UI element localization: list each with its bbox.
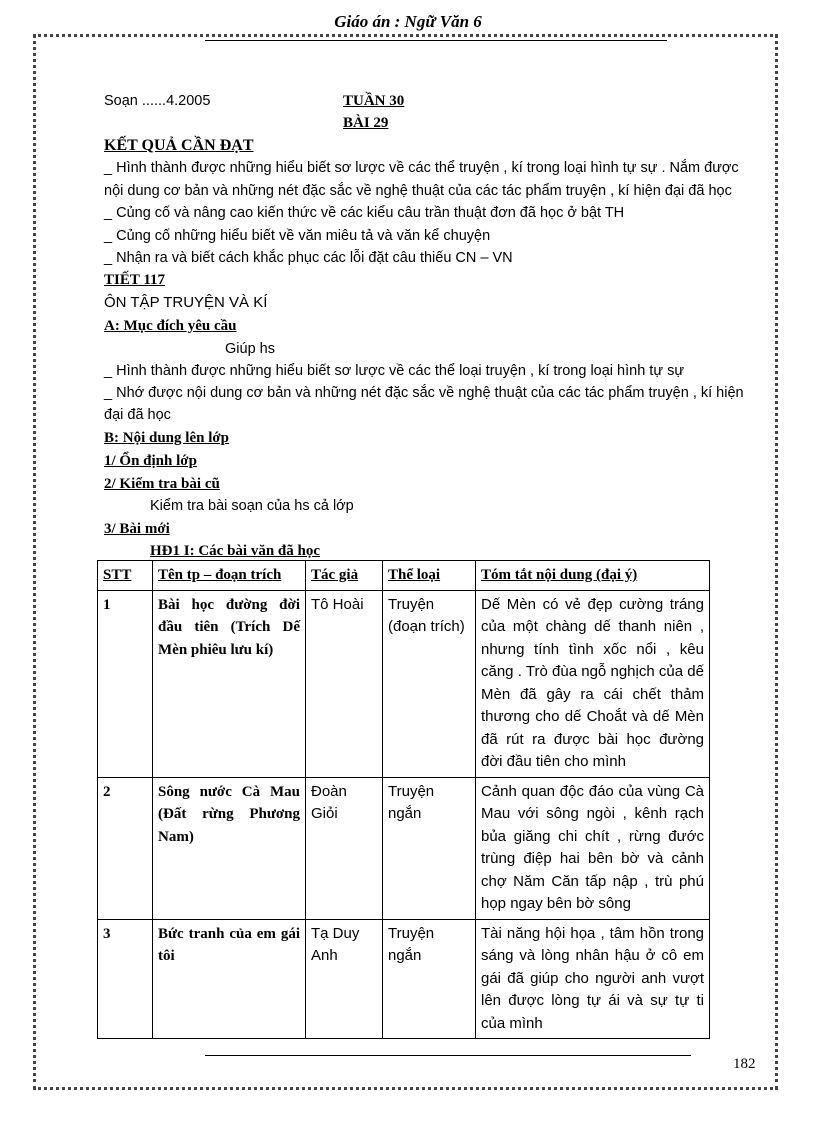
outcome-line: nội dung cơ bản và những nét đặc sắc về nghệ thuật của các tác phẩm truyện , kí hiện đại đã học [104, 183, 732, 199]
footer-rule [205, 1055, 691, 1056]
outcomes-heading: KẾT QUẢ CẦN ĐẠT [104, 137, 254, 154]
objective-line: _ Nhớ được nội dung cơ bản và những nét đặc sắc về nghệ thuật của các tác phẩm truyện , kí hiện [104, 385, 744, 401]
table-header-row [98, 561, 710, 591]
lessons-table [97, 560, 710, 1039]
cell-summary: Tài năng hội họa , tâm hồn trong sáng và lòng nhân hậu ở cô em gái đã giúp cho người anh vượt lên được lòng tự ái và sự tự ti của mình [476, 919, 710, 1039]
table-row [98, 590, 710, 777]
step-2: 2/ Kiểm tra bài cũ [104, 476, 220, 492]
objective-line: đại đã học [104, 407, 171, 423]
header-title: Giáo án : Ngữ Văn 6 [334, 12, 482, 31]
cell-stt: 3 [98, 919, 153, 1039]
page-number: 182 [733, 1056, 756, 1072]
outcome-line: _ Củng cố những hiểu biết về văn miêu tả và văn kể chuyện [104, 228, 491, 244]
period-title: ÔN TẬP TRUYỆN VÀ KÍ [104, 294, 268, 311]
step-2-text: Kiểm tra bài soạn của hs cả lớp [150, 498, 354, 514]
cell-genre: Truyện (đoạn trích) [383, 590, 476, 777]
section-b-heading: B: Nội dung lên lớp [104, 430, 230, 446]
activity-1: HĐ1 I: Các bài văn đã học [150, 543, 321, 559]
cell-author: Đoàn Giỏi [306, 777, 383, 919]
step-3: 3/ Bài mới [104, 521, 170, 537]
outcome-line: _ Nhận ra và biết cách khắc phục các lỗi đặt câu thiếu CN – VN [104, 250, 513, 266]
cell-stt: 2 [98, 777, 153, 919]
cell-genre: Truyện ngắn [383, 777, 476, 919]
col-header-work-title: Tên tp – đoạn trích [153, 561, 306, 591]
cell-summary: Cảnh quan độc đáo của vùng Cà Mau với sông ngòi , kênh rạch bủa giăng chi chít , rừng đước trùng điệp hai bên bờ và cảnh chợ Năm Căn tấp nập , trù phú họp ngay bên bờ sông [476, 777, 710, 919]
col-header-genre: Thể loại [383, 561, 476, 591]
cell-summary: Dế Mèn có vẻ đẹp cường tráng của một chàng dế thanh niên , nhưng tính tình xốc nổi , kêu căng . Trò đùa ngỗ nghịch của dế Mèn đã gây ra cái chết thảm thương cho dế Choắt và dế Mèn đã rút ra được bài học đường đời đầu tiên cho mình [476, 590, 710, 777]
objective-line: _ Hình thành được những hiểu biết sơ lược về các thể loại truyện , kí trong loại hình tự sự [104, 363, 685, 379]
cell-author: Tạ Duy Anh [306, 919, 383, 1039]
outcome-line: _ Củng cố và nâng cao kiến thức về các kiểu câu trần thuật đơn đã học ở bật TH [104, 205, 625, 221]
col-header-author: Tác giả [306, 561, 383, 591]
cell-work-title: Sông nước Cà Mau (Đất rừng Phương Nam) [153, 777, 306, 919]
section-a-heading: A: Mục đích yêu cầu [104, 318, 237, 334]
week-label: TUẦN 30 [343, 93, 405, 109]
step-1: 1/ Ổn định lớp [104, 453, 197, 469]
period-label: TIẾT 117 [104, 272, 166, 288]
cell-author: Tô Hoài [306, 590, 383, 777]
outcome-line: _ Hình thành được những hiểu biết sơ lược về các thể truyện , kí trong loại hình tự sự . Nắm được [104, 160, 739, 176]
soan-date: Soạn ......4.2005 [104, 93, 211, 109]
cell-work-title: Bức tranh của em gái tôi [153, 919, 306, 1039]
table-row [98, 919, 710, 1039]
cell-genre: Truyện ngắn [383, 919, 476, 1039]
table-row [98, 777, 710, 919]
col-header-stt: STT [98, 561, 153, 591]
col-header-summary: Tóm tắt nội dung (đại ý) [476, 561, 710, 591]
lesson-number: BÀI 29 [343, 115, 389, 131]
cell-work-title: Bài học đường đời đầu tiên (Trích Dế Mèn phiêu lưu kí) [153, 590, 306, 777]
section-a-intro: Giúp hs [225, 341, 275, 357]
cell-stt: 1 [98, 590, 153, 777]
